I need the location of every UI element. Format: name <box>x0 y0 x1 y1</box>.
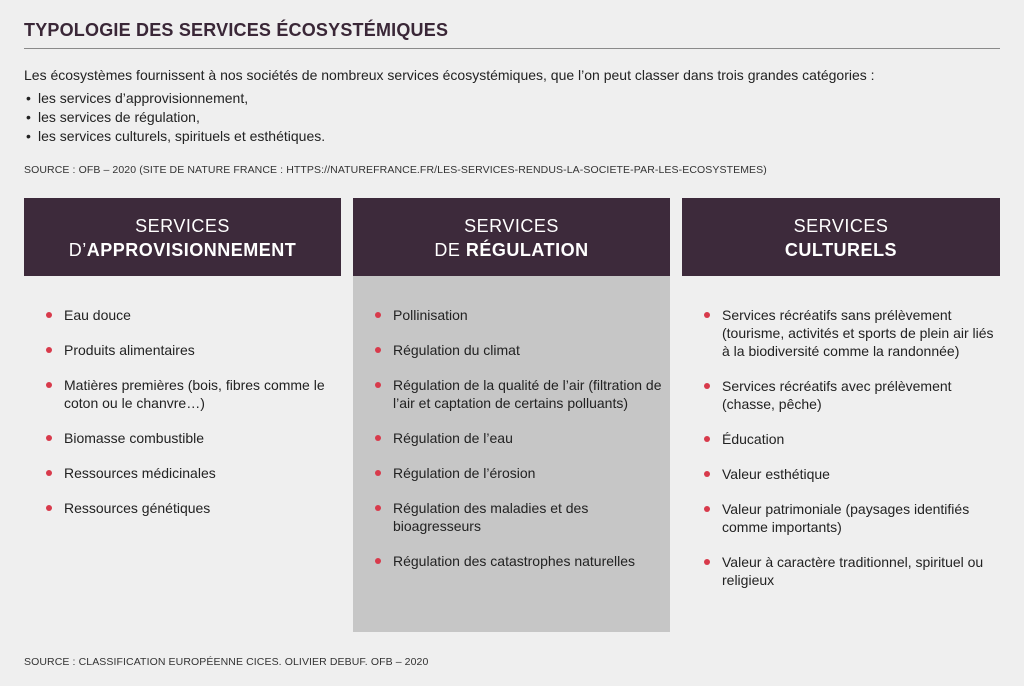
item-text: Biomasse combustible <box>64 430 205 446</box>
item-text: Régulation des maladies et des bioagresseurs <box>393 500 589 534</box>
list-item <box>704 553 994 589</box>
item-text: Valeur esthétique <box>722 466 830 482</box>
intro-bullet-list <box>24 89 1004 146</box>
list-item <box>46 376 336 412</box>
item-text: Régulation de l’eau <box>393 430 513 446</box>
item-text: Régulation du climat <box>393 342 520 358</box>
bullet-dot-icon <box>46 312 52 318</box>
list-item <box>375 341 665 359</box>
list-item <box>375 552 665 570</box>
list-item <box>375 376 665 412</box>
list-culturels <box>704 306 994 606</box>
header-line1: SERVICES <box>135 216 230 236</box>
bullet-dot-icon <box>375 382 381 388</box>
source-note-top: SOURCE : OFB – 2020 (SITE DE NATURE FRANCE : HTTPS://NATUREFRANCE.FR/LES-SERVICES-RENDUS-LA-SOCIETE-PAR-LES-ECOSYSTEMES) <box>24 164 767 176</box>
header-culturels <box>682 198 1000 276</box>
list-item <box>375 306 665 324</box>
list-item <box>46 429 336 447</box>
list-item <box>46 341 336 359</box>
list-item <box>704 430 994 448</box>
list-item <box>375 499 665 535</box>
item-text: Régulation de l’érosion <box>393 465 536 481</box>
header-line2 <box>682 238 1000 262</box>
header-line1: SERVICES <box>793 216 889 236</box>
bullet-dot-icon <box>375 505 381 511</box>
item-text: Ressources médicinales <box>64 465 216 481</box>
header-regulation <box>353 198 670 276</box>
header-bold: CULTURELS <box>784 240 898 260</box>
bullet-dot-icon <box>375 312 381 318</box>
item-text: Matières premières (bois, fibres comme le coton ou le chanvre…) <box>64 377 325 411</box>
list-item <box>704 465 994 483</box>
bullet-dot-icon <box>46 347 52 353</box>
bullet-dot-icon <box>375 558 381 564</box>
list-regulation <box>375 306 665 587</box>
list-item <box>704 306 994 360</box>
header-prefix: DE <box>434 240 466 260</box>
item-text: Valeur à caractère traditionnel, spirituel ou religieux <box>722 554 984 588</box>
bullet-dot-icon <box>704 312 710 318</box>
list-item <box>46 306 336 324</box>
item-text: Éducation <box>722 431 785 447</box>
bullet-dot-icon <box>46 470 52 476</box>
bullet-dot-icon <box>375 435 381 441</box>
item-text: Ressources génétiques <box>64 500 211 516</box>
intro-text: Les écosystèmes fournissent à nos sociétés de nombreux services écosystémiques, que l’on peut classer dans trois grandes catégories : <box>24 67 875 83</box>
item-text: Régulation des catastrophes naturelles <box>393 553 636 569</box>
list-item <box>704 377 994 413</box>
bullet-dot-icon <box>375 470 381 476</box>
list-approvisionnement <box>46 306 336 534</box>
list-item <box>375 429 665 447</box>
header-line2 <box>24 238 341 262</box>
header-bold: APPROVISIONNEMENT <box>86 240 297 260</box>
header-line2 <box>353 238 670 262</box>
list-item <box>375 464 665 482</box>
bullet-dot-icon <box>46 435 52 441</box>
bullet-dot-icon <box>46 505 52 511</box>
source-note-bottom: SOURCE : CLASSIFICATION EUROPÉENNE CICES. OLIVIER DEBUF. OFB – 2020 <box>24 656 429 668</box>
intro-bullet: • les services d’approvisionnement, <box>24 89 1004 108</box>
bullet-dot-icon <box>704 559 710 565</box>
item-text: Services récréatifs sans prélèvement (tourisme, activités et sports de plein air liés à la biodiversité comme la randonnée) <box>722 307 994 359</box>
item-text: Pollinisation <box>393 307 468 323</box>
header-prefix: D’ <box>68 240 87 260</box>
item-text: Eau douce <box>64 307 131 323</box>
bullet-dot-icon <box>704 436 710 442</box>
intro-bullet: • les services de régulation, <box>24 108 1004 127</box>
header-line1: SERVICES <box>464 216 559 236</box>
item-text: Régulation de la qualité de l’air (filtration de l’air et captation de certains polluants) <box>393 377 662 411</box>
item-text: Produits alimentaires <box>64 342 195 358</box>
bullet-dot-icon <box>375 347 381 353</box>
list-item <box>46 499 336 517</box>
intro-section <box>24 66 1004 146</box>
bullet-dot-icon <box>704 506 710 512</box>
header-approvisionnement <box>24 198 341 276</box>
bullet-dot-icon <box>46 382 52 388</box>
item-text: Valeur patrimoniale (paysages identifiés comme importants) <box>722 501 970 535</box>
bullet-dot-icon <box>704 383 710 389</box>
title-divider <box>24 48 1000 49</box>
intro-bullet: • les services culturels, spirituels et esthétiques. <box>24 127 1004 146</box>
bullet-dot-icon <box>704 471 710 477</box>
page-title: TYPOLOGIE DES SERVICES ÉCOSYSTÉMIQUES <box>24 20 449 40</box>
item-text: Services récréatifs avec prélèvement (chasse, pêche) <box>722 378 952 412</box>
header-bold: RÉGULATION <box>465 240 589 260</box>
list-item <box>704 500 994 536</box>
list-item <box>46 464 336 482</box>
